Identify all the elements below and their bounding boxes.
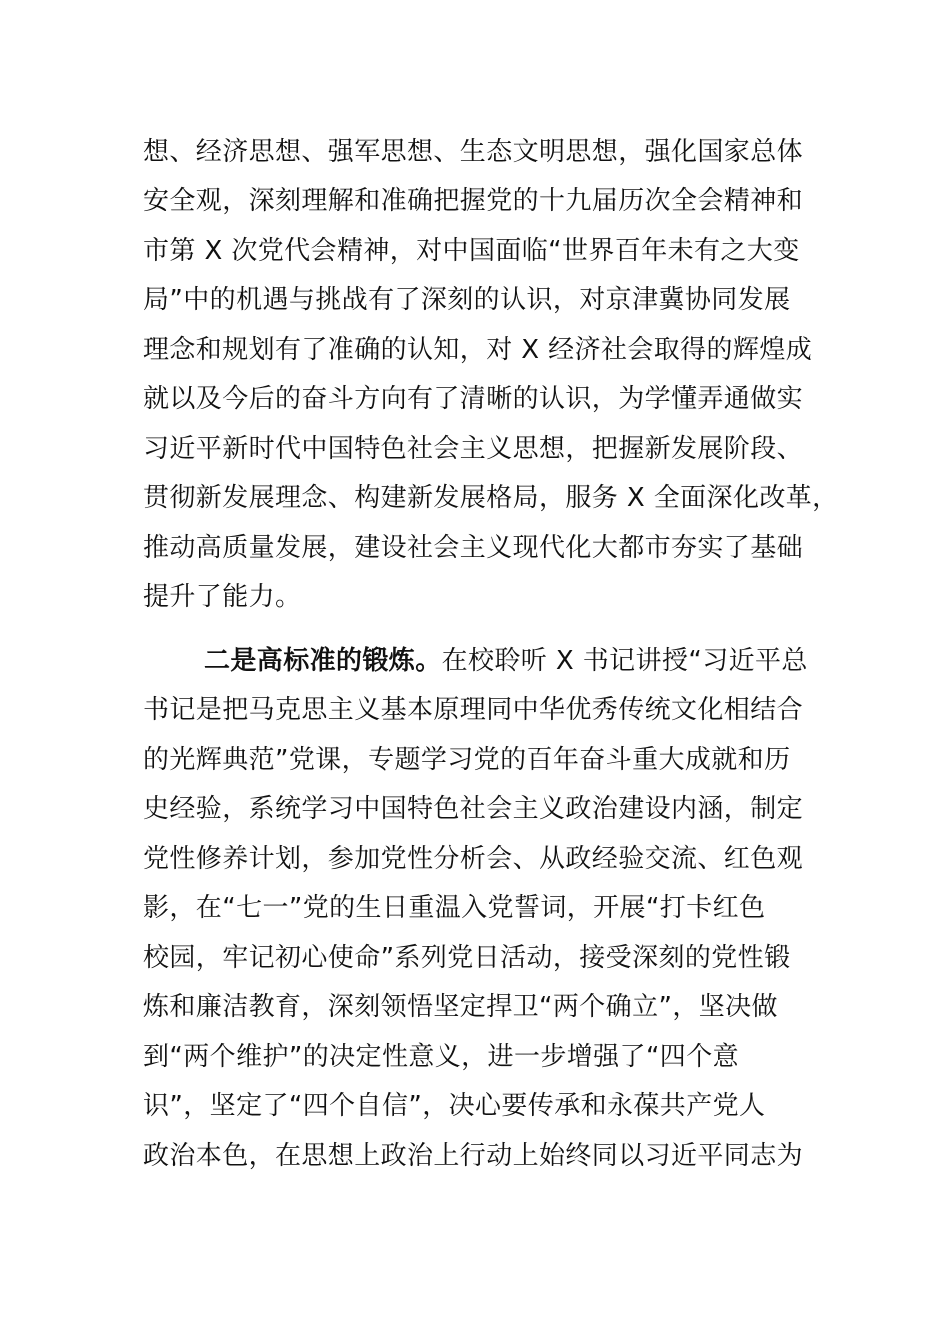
paragraph-2-line-8: 炼和廉洁教育，深刻领悟坚定捍卫“两个确立”，坚决做 xyxy=(143,992,778,1022)
paragraph-2-line-11: 政治本色，在思想上政治上行动上始终同以习近平同志为 xyxy=(143,1141,804,1171)
paragraph-2-line-5: 党性修养计划，参加党性分析会、从政经验交流、红色观 xyxy=(143,844,804,874)
paragraph-2-line-4: 史经验，系统学习中国特色社会主义政治建设内涵，制定 xyxy=(143,794,804,824)
paragraph-2-line-7: 校园，牢记初心使命”系列党日活动，接受深刻的党性锻 xyxy=(143,943,791,973)
paragraph-1-line-10: 提升了能力。 xyxy=(143,582,302,612)
paragraph-2-line-10: 识”，坚定了“四个自信”，决心要传承和永葆共产党人 xyxy=(143,1091,766,1121)
paragraph-1-line-7: 习近平新时代中国特色社会主义思想，把握新发展阶段、 xyxy=(143,434,804,464)
paragraph-1-line-3: 市第 X 次党代会精神，对中国面临“世界百年未有之大变 xyxy=(143,236,800,266)
paragraph-1-line-4: 局”中的机遇与挑战有了深刻的认识，对京津冀协同发展 xyxy=(143,285,791,315)
paragraph-2-first-line-rest: 在校聆听 X 书记讲授“习近平总 xyxy=(441,646,808,676)
paragraph-2-line-2: 书记是把马克思主义基本原理同中华优秀传统文化相结合 xyxy=(143,695,804,725)
paragraph-2-first-line xyxy=(204,645,884,677)
paragraph-1-line-5: 理念和规划有了准确的认知，对 X 经济社会取得的辉煌成 xyxy=(143,335,813,365)
paragraph-2-heading: 二是高标准的锻炼。 xyxy=(204,646,442,676)
paragraph-1-line-9: 推动高质量发展，建设社会主义现代化大都市夯实了基础 xyxy=(143,533,804,563)
paragraph-1-line-1: 想、经济思想、强军思想、生态文明思想，强化国家总体 xyxy=(143,137,804,167)
paragraph-2-line-3: 的光辉典范”党课，专题学习党的百年奋斗重大成就和历 xyxy=(143,745,791,775)
paragraph-1-line-2: 安全观，深刻理解和准确把握党的十九届历次全会精神和 xyxy=(143,186,804,216)
paragraph-2-line-9: 到“两个维护”的决定性意义，进一步增强了“四个意 xyxy=(143,1042,740,1072)
paragraph-1-line-8: 贯彻新发展理念、构建新发展格局，服务 X 全面深化改革， xyxy=(143,483,839,513)
paragraph-2-line-6: 影，在“七一”党的生日重温入党誓词，开展“打卡红色 xyxy=(143,893,766,923)
paragraph-1-line-6: 就以及今后的奋斗方向有了清晰的认识，为学懂弄通做实 xyxy=(143,384,804,414)
